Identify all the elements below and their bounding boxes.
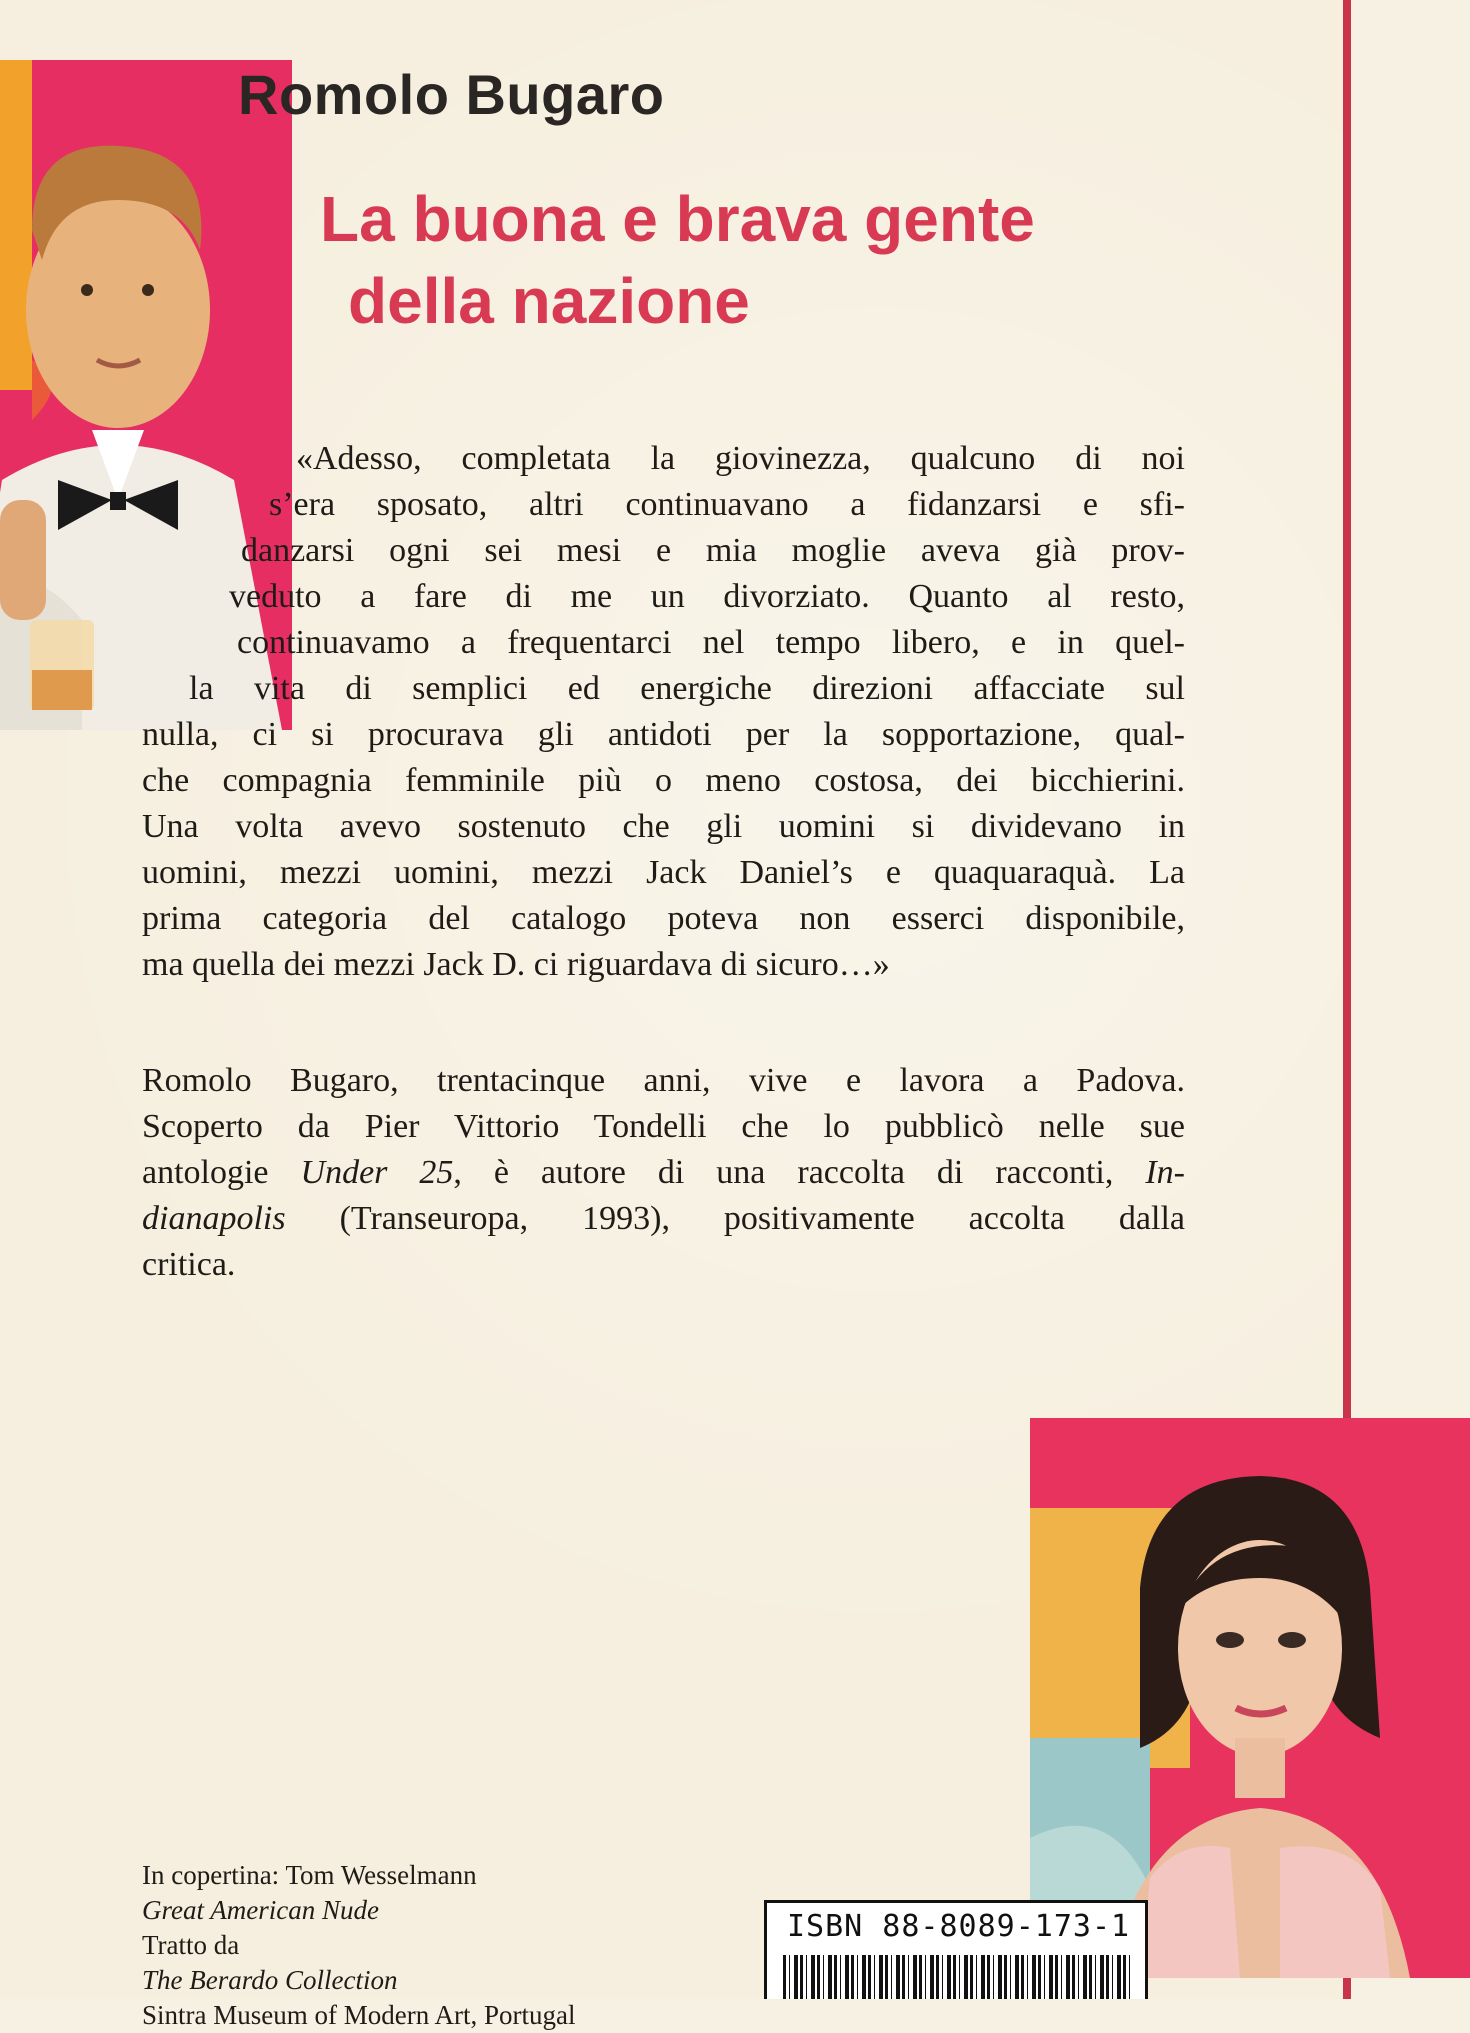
portrait-woman-image [1030, 1418, 1470, 1978]
quote-line: nulla, ci si procurava gli antidoti per la sopportazione, qual- [142, 716, 1185, 753]
quote-line: danzarsi ogni sei mesi e mia moglie aveva già prov- [241, 532, 1185, 569]
bio-line: Scoperto da Pier Vittorio Tondelli che lo pubblicò nelle sue [142, 1108, 1185, 1145]
bio-line: dianapolis (Transeuropa, 1993), positivamente accolta dalla [142, 1200, 1185, 1237]
author-name: Romolo Bugaro [238, 63, 665, 126]
quote-line: prima categoria del catalogo poteva non esserci disponibile, [142, 900, 1185, 937]
credit-line: In copertina: Tom Wesselmann [142, 1860, 477, 1890]
isbn-barcode-box [764, 1900, 1148, 1999]
bio-line: antologie Under 25, è autore di una raccolta di racconti, In- [142, 1154, 1185, 1191]
quote-line: veduto a fare di me un divorziato. Quanto al resto, [229, 578, 1185, 615]
credit-line: Great American Nude [142, 1895, 379, 1925]
quote-line: uomini, mezzi uomini, mezzi Jack Daniel’s e quaquaraquà. La [142, 854, 1185, 891]
credit-line: Tratto da The Berardo Collection [142, 1930, 398, 1995]
bio-line: critica. [142, 1246, 236, 1283]
quote-line: s’era sposato, altri continuavano a fidanzarsi e sfi- [269, 486, 1185, 523]
book-title [320, 178, 1035, 342]
bio-line: Romolo Bugaro, trentacinque anni, vive e lavora a Padova. [142, 1062, 1185, 1099]
quote-line: la vita di semplici ed energiche direzioni affacciate sul [189, 670, 1185, 707]
excerpt-quote [142, 436, 1185, 988]
quote-line: continuavamo a frequentarci nel tempo libero, e in quel- [237, 624, 1185, 661]
title-line-2: della nazione [348, 265, 750, 337]
woman-illustration [1030, 1418, 1470, 1978]
quote-line: ma quella dei mezzi Jack D. ci riguardava di sicuro…» [142, 946, 890, 983]
title-line-1: La buona e brava gente [320, 183, 1035, 255]
quote-line: che compagnia femminile più o meno costosa, dei bicchierini. [142, 762, 1185, 799]
credit-line: Sintra Museum of Modern Art, Portugal [142, 2000, 576, 2030]
quote-line: Una volta avevo sostenuto che gli uomini si dividevano in [142, 808, 1185, 845]
quote-line: «Adesso, completata la giovinezza, qualcuno di noi [296, 440, 1185, 477]
author-bio [142, 1058, 1185, 1288]
barcode-graphic [783, 1955, 1133, 1999]
cover-credits [142, 1858, 742, 2033]
isbn-number: ISBN 88-8089-173-1 [787, 1909, 1131, 1944]
